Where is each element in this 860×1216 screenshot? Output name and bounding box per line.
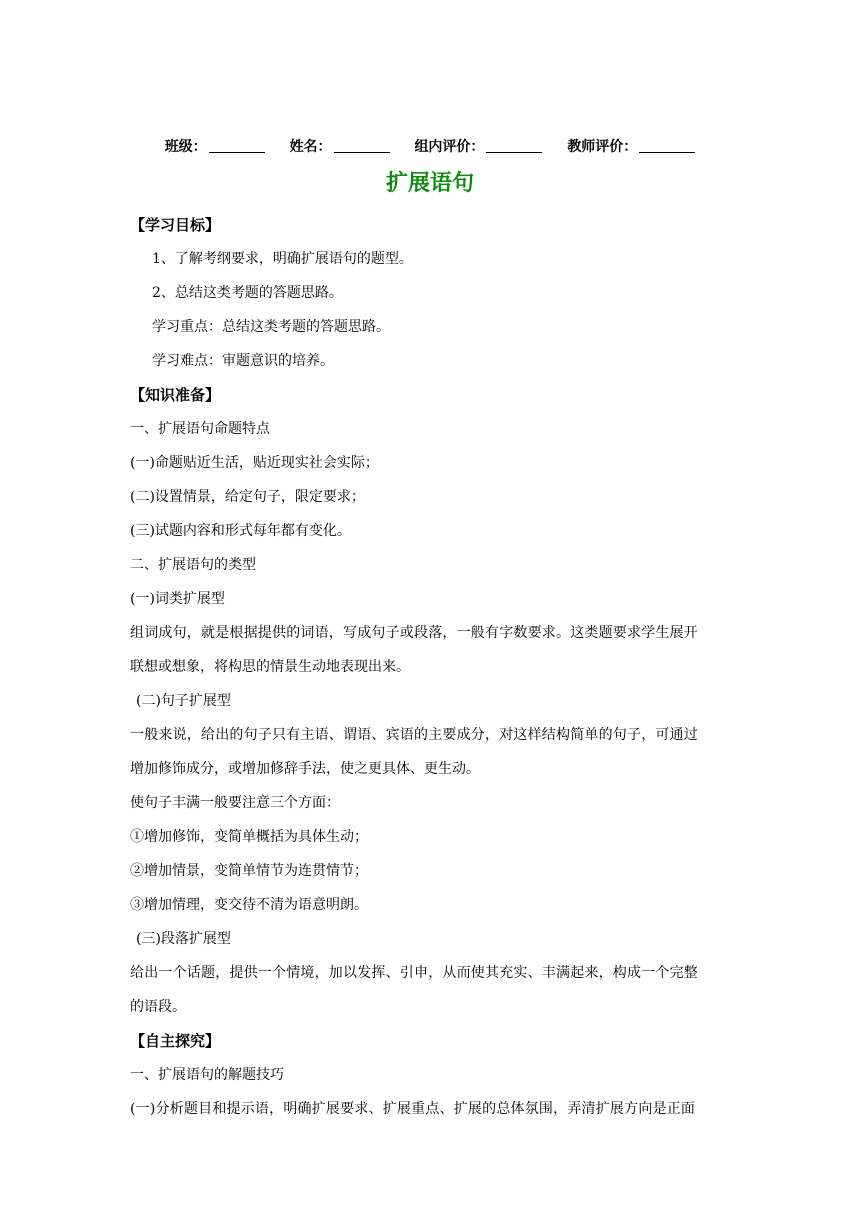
document-body bbox=[130, 208, 735, 1126]
name-field bbox=[290, 136, 390, 156]
knowledge-item-1b: (二)设置情景，给定句子，限定要求； bbox=[130, 489, 365, 505]
class-label: 班级： bbox=[164, 139, 207, 155]
paragraph-line: 的语段。 bbox=[130, 999, 186, 1015]
teacher-eval-label: 教师评价： bbox=[567, 139, 638, 155]
group-eval-label: 组内评价： bbox=[414, 139, 485, 155]
key-point: 学习重点：总结这类考题的答题思路。 bbox=[152, 319, 390, 335]
page-title: 扩展语句 bbox=[385, 171, 474, 196]
group-eval-blank[interactable] bbox=[486, 138, 542, 153]
knowledge-item-2a: (一)词类扩展型 bbox=[130, 591, 225, 607]
knowledge-item-1a: (一)命题贴近生活，贴近现实社会实际； bbox=[130, 455, 379, 471]
knowledge-item-1: 一、扩展语句命题特点 bbox=[130, 421, 270, 437]
paragraph-line: 联想或想象，将构思的情景生动地表现出来。 bbox=[130, 659, 410, 675]
knowledge-heading: 【知识准备】 bbox=[130, 386, 221, 404]
objective-1: 1、了解考纲要求，明确扩展语句的题型。 bbox=[152, 251, 413, 267]
class-blank[interactable] bbox=[209, 138, 265, 153]
explore-heading: 【自主探究】 bbox=[130, 1032, 221, 1050]
name-blank[interactable] bbox=[334, 138, 390, 153]
paragraph-line: 增加修饰成分，或增加修辞手法，使之更具体、更生动。 bbox=[130, 761, 480, 777]
teacher-eval-blank[interactable] bbox=[639, 138, 695, 153]
objective-2: 2、总结这类考题的答题思路。 bbox=[152, 285, 343, 301]
paragraph-line: 一般来说，给出的句子只有主语、谓语、宾语的主要成分，对这样结构简单的句子，可通过 bbox=[130, 727, 698, 743]
list-item: ①增加修饰，变简单概括为具体生动； bbox=[130, 829, 368, 845]
explore-item-1a: (一)分析题目和提示语，明确扩展要求、扩展重点、扩展的总体氛围，弄清扩展方向是正面 bbox=[130, 1101, 696, 1117]
knowledge-item-2c: (三)段落扩展型 bbox=[136, 931, 231, 947]
explore-item-1: 一、扩展语句的解题技巧 bbox=[130, 1067, 284, 1083]
group-eval-field bbox=[414, 136, 542, 156]
paragraph-line: 使句子丰满一般要注意三个方面： bbox=[130, 795, 340, 811]
difficulty-point: 学习难点：审题意识的培养。 bbox=[152, 353, 334, 369]
list-item: ③增加情理，变交待不清为语意明朗。 bbox=[130, 897, 368, 913]
teacher-eval-field bbox=[567, 136, 695, 156]
knowledge-item-2: 二、扩展语句的类型 bbox=[130, 557, 256, 573]
class-field bbox=[165, 136, 265, 156]
paragraph-line: 给出一个话题，提供一个情境，加以发挥、引申，从而使其充实、丰满起来，构成一个完整 bbox=[130, 965, 698, 981]
knowledge-item-1c: (三)试题内容和形式每年都有变化。 bbox=[130, 523, 351, 539]
objectives-heading: 【学习目标】 bbox=[130, 216, 221, 234]
paragraph-line: 组词成句，就是根据提供的词语，写成句子或段落，一般有字数要求。这类题要求学生展开 bbox=[130, 625, 698, 641]
student-info-line bbox=[0, 136, 860, 156]
knowledge-item-2b: (二)句子扩展型 bbox=[136, 693, 231, 709]
list-item: ②增加情景，变简单情节为连贯情节； bbox=[130, 863, 368, 879]
name-label: 姓名： bbox=[289, 139, 332, 155]
